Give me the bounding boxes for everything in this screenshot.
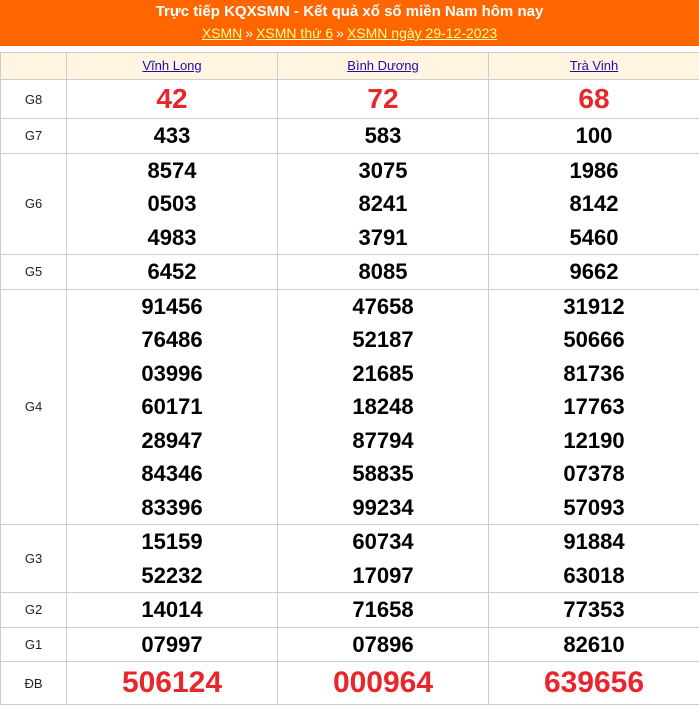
prize-column-header <box>1 53 67 80</box>
prize-number: 000964 <box>278 662 488 704</box>
breadcrumb-separator: » <box>242 25 256 41</box>
prize-cell <box>489 255 699 290</box>
prize-number: 87794 <box>278 424 488 458</box>
prize-cell <box>489 662 699 705</box>
prize-number: 42 <box>67 82 277 116</box>
province-link-tra-vinh[interactable]: Trà Vinh <box>570 58 618 73</box>
prize-row <box>1 153 699 255</box>
prize-number: 6452 <box>67 255 277 289</box>
prize-row <box>1 119 699 154</box>
prize-number: 76486 <box>67 323 277 357</box>
prize-cell <box>278 289 489 525</box>
prize-number: 60171 <box>67 390 277 424</box>
prize-number: 18248 <box>278 390 488 424</box>
prize-cell <box>489 525 699 593</box>
prize-cell <box>67 119 278 154</box>
prize-name: G4 <box>1 289 67 525</box>
prize-cell <box>278 593 489 628</box>
prize-number: 91456 <box>67 290 277 324</box>
prize-cell <box>67 627 278 662</box>
prize-cell <box>67 255 278 290</box>
prize-cell <box>67 662 278 705</box>
province-link-binh-duong[interactable]: Bình Dương <box>347 58 418 73</box>
prize-cell <box>67 593 278 628</box>
prize-number: 506124 <box>67 662 277 704</box>
prize-number: 21685 <box>278 357 488 391</box>
prize-cell <box>489 119 699 154</box>
prize-name: G2 <box>1 593 67 628</box>
prize-row <box>1 662 699 705</box>
breadcrumb-xsmn-friday-link[interactable]: XSMN thứ 6 <box>256 25 333 41</box>
prize-number: 77353 <box>489 593 699 627</box>
prize-name: G3 <box>1 525 67 593</box>
prize-number: 8241 <box>278 187 488 221</box>
prize-cell <box>489 153 699 255</box>
prize-number: 1986 <box>489 154 699 188</box>
prize-cell <box>489 627 699 662</box>
prize-number: 71658 <box>278 593 488 627</box>
prize-number: 57093 <box>489 491 699 525</box>
province-link-vinh-long[interactable]: Vĩnh Long <box>142 58 201 73</box>
prize-number: 60734 <box>278 525 488 559</box>
prize-number: 28947 <box>67 424 277 458</box>
prize-number: 58835 <box>278 457 488 491</box>
prize-number: 99234 <box>278 491 488 525</box>
prize-cell <box>67 525 278 593</box>
prize-row <box>1 593 699 628</box>
prize-cell <box>278 255 489 290</box>
prize-cell <box>489 289 699 525</box>
prize-number: 8574 <box>67 154 277 188</box>
prize-row <box>1 627 699 662</box>
prize-name: ĐB <box>1 662 67 705</box>
results-table <box>0 52 699 705</box>
prize-number: 63018 <box>489 559 699 593</box>
prize-number: 639656 <box>489 662 699 704</box>
prize-number: 52232 <box>67 559 277 593</box>
prize-cell <box>67 289 278 525</box>
prize-number: 0503 <box>67 187 277 221</box>
prize-row <box>1 80 699 119</box>
prize-number: 52187 <box>278 323 488 357</box>
breadcrumb-xsmn-date-link[interactable]: XSMN ngày 29-12-2023 <box>347 25 497 41</box>
prize-cell <box>278 80 489 119</box>
prize-number: 8085 <box>278 255 488 289</box>
prize-cell <box>489 80 699 119</box>
prize-number: 31912 <box>489 290 699 324</box>
breadcrumb <box>0 23 699 43</box>
prize-name: G8 <box>1 80 67 119</box>
prize-name: G7 <box>1 119 67 154</box>
prize-number: 84346 <box>67 457 277 491</box>
prize-number: 12190 <box>489 424 699 458</box>
prize-number: 91884 <box>489 525 699 559</box>
prize-row <box>1 525 699 593</box>
prize-number: 15159 <box>67 525 277 559</box>
province-header <box>489 53 699 80</box>
prize-cell <box>278 119 489 154</box>
prize-row <box>1 255 699 290</box>
prize-row <box>1 289 699 525</box>
prize-number: 07896 <box>278 628 488 662</box>
prize-number: 583 <box>278 119 488 153</box>
prize-number: 82610 <box>489 628 699 662</box>
prize-number: 9662 <box>489 255 699 289</box>
prize-number: 4983 <box>67 221 277 255</box>
prize-number: 3075 <box>278 154 488 188</box>
breadcrumb-separator: » <box>333 25 347 41</box>
prize-number: 5460 <box>489 221 699 255</box>
province-header <box>278 53 489 80</box>
prize-rows <box>1 80 699 705</box>
province-header <box>67 53 278 80</box>
prize-number: 47658 <box>278 290 488 324</box>
prize-name: G1 <box>1 627 67 662</box>
prize-number: 83396 <box>67 491 277 525</box>
prize-number: 100 <box>489 119 699 153</box>
province-header-row <box>1 53 699 80</box>
prize-number: 3791 <box>278 221 488 255</box>
prize-name: G5 <box>1 255 67 290</box>
prize-cell <box>278 153 489 255</box>
prize-number: 17097 <box>278 559 488 593</box>
prize-cell <box>489 593 699 628</box>
prize-number: 14014 <box>67 593 277 627</box>
prize-cell <box>278 627 489 662</box>
prize-cell <box>67 153 278 255</box>
prize-number: 07378 <box>489 457 699 491</box>
prize-cell <box>67 80 278 119</box>
prize-number: 68 <box>489 82 699 116</box>
breadcrumb-xsmn-link[interactable]: XSMN <box>202 25 242 41</box>
prize-number: 17763 <box>489 390 699 424</box>
prize-number: 07997 <box>67 628 277 662</box>
page-title: Trực tiếp KQXSMN - Kết quả xổ số miền Nam hôm nay <box>0 0 699 23</box>
prize-number: 03996 <box>67 357 277 391</box>
prize-cell <box>278 662 489 705</box>
page-header <box>0 0 699 46</box>
prize-cell <box>278 525 489 593</box>
prize-number: 81736 <box>489 357 699 391</box>
prize-number: 50666 <box>489 323 699 357</box>
prize-name: G6 <box>1 153 67 255</box>
prize-number: 72 <box>278 82 488 116</box>
prize-number: 8142 <box>489 187 699 221</box>
prize-number: 433 <box>67 119 277 153</box>
